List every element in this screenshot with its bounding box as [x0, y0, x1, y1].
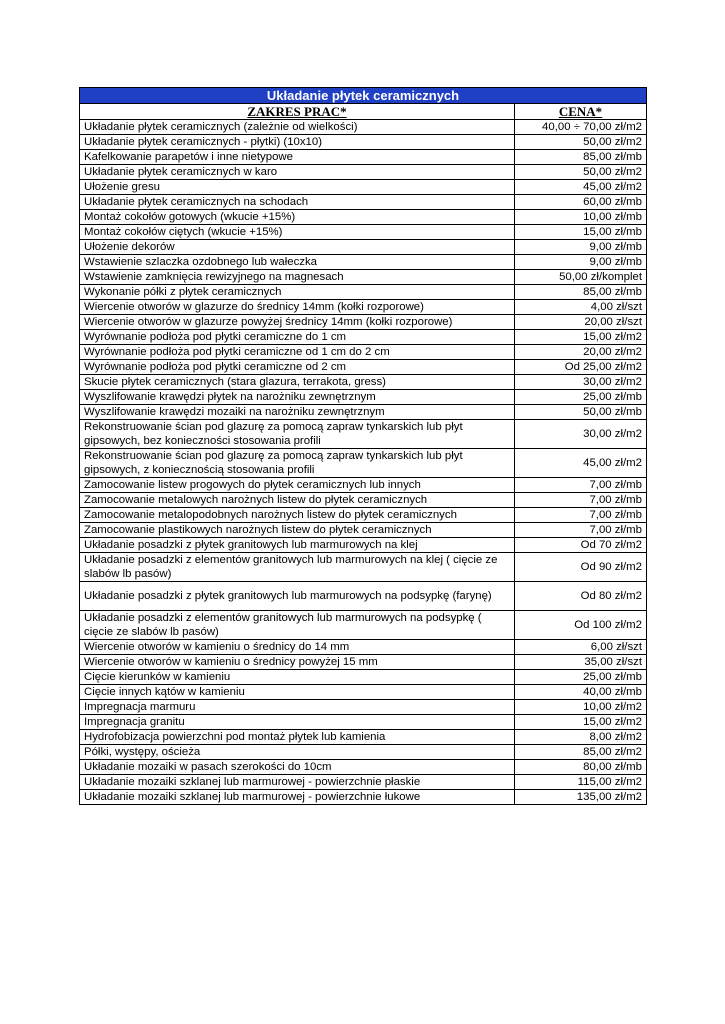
table-row: [80, 493, 647, 508]
service-cell: Zamocowanie metalowych narożnych listew do płytek ceramicznych: [80, 493, 515, 508]
price-cell: 40,00 zł/mb: [515, 685, 647, 700]
service-cell: Montaż cokołów ciętych (wkucie +15%): [80, 225, 515, 240]
service-cell: Zamocowanie listew progowych do płytek ceramicznych lub innych: [80, 478, 515, 493]
price-cell: 30,00 zł/m2: [515, 420, 647, 449]
service-cell: Układanie płytek ceramicznych - płytki) (10x10): [80, 135, 515, 150]
table-row: [80, 270, 647, 285]
price-cell: 85,00 zł/mb: [515, 150, 647, 165]
service-cell: Zamocowanie metalopodobnych narożnych listew do płytek ceramicznych: [80, 508, 515, 523]
service-cell: Wyrównanie podłoża pod płytki ceramiczne do 1 cm: [80, 330, 515, 345]
price-cell: 50,00 zł/m2: [515, 165, 647, 180]
service-cell: Ułożenie dekorów: [80, 240, 515, 255]
table-row: [80, 700, 647, 715]
price-cell: 50,00 zł/m2: [515, 135, 647, 150]
service-cell: Hydrofobizacja powierzchni pod montaż płytek lub kamienia: [80, 730, 515, 745]
service-cell: Układanie płytek ceramicznych (zależnie od wielkości): [80, 120, 515, 135]
table-row: [80, 655, 647, 670]
table-row: [80, 315, 647, 330]
table-row: [80, 285, 647, 300]
table-row: [80, 255, 647, 270]
table-row: [80, 345, 647, 360]
service-cell: Półki, występy, ościeża: [80, 745, 515, 760]
service-cell: Wykonanie półki z płytek ceramicznych: [80, 285, 515, 300]
service-cell: Rekonstruowanie ścian pod glazurę za pomocą zapraw tynkarskich lub płyt gipsowych, bez konieczności stosowania profili: [80, 420, 515, 449]
price-cell: 80,00 zł/mb: [515, 760, 647, 775]
table-row: [80, 582, 647, 611]
price-cell: Od 25,00 zł/m2: [515, 360, 647, 375]
table-row: [80, 135, 647, 150]
price-cell: 15,00 zł/m2: [515, 330, 647, 345]
service-cell: Układanie mozaiki w pasach szerokości do 10cm: [80, 760, 515, 775]
price-cell: Od 70 zł/m2: [515, 538, 647, 553]
price-cell: 10,00 zł/mb: [515, 210, 647, 225]
price-cell: 7,00 zł/mb: [515, 523, 647, 538]
table-row: [80, 375, 647, 390]
service-cell: Wyszlifowanie krawędzi płytek na narożniku zewnętrznym: [80, 390, 515, 405]
service-cell: Wyrównanie podłoża pod płytki ceramiczne od 2 cm: [80, 360, 515, 375]
service-cell: Wyrównanie podłoża pod płytki ceramiczne od 1 cm do 2 cm: [80, 345, 515, 360]
table-row: [80, 611, 647, 640]
table-row: [80, 523, 647, 538]
price-cell: 85,00 zł/mb: [515, 285, 647, 300]
table-row: [80, 760, 647, 775]
price-cell: 45,00 zł/m2: [515, 449, 647, 478]
price-cell: 7,00 zł/mb: [515, 478, 647, 493]
price-cell: 50,00 zł/komplet: [515, 270, 647, 285]
service-cell: Wiercenie otworów w kamieniu o średnicy powyżej 15 mm: [80, 655, 515, 670]
table-row: [80, 478, 647, 493]
table-row: [80, 405, 647, 420]
price-cell: 50,00 zł/mb: [515, 405, 647, 420]
table-row: [80, 449, 647, 478]
table-row: [80, 300, 647, 315]
table-row: [80, 180, 647, 195]
price-cell: 6,00 zł/szt: [515, 640, 647, 655]
table-title-row: [80, 88, 647, 104]
price-cell: Od 90 zł/m2: [515, 553, 647, 582]
price-cell: 4,00 zł/szt: [515, 300, 647, 315]
price-cell: 10,00 zł/m2: [515, 700, 647, 715]
service-cell: Wstawienie zamknięcia rewizyjnego na magnesach: [80, 270, 515, 285]
table-row: [80, 420, 647, 449]
price-cell: 60,00 zł/mb: [515, 195, 647, 210]
column-header-price: CENA*: [515, 104, 647, 120]
service-cell: Układanie płytek ceramicznych w karo: [80, 165, 515, 180]
table-row: [80, 685, 647, 700]
price-cell: 20,00 zł/szt: [515, 315, 647, 330]
column-header-row: [80, 104, 647, 120]
service-cell: Wiercenie otworów w glazurze powyżej średnicy 14mm (kołki rozporowe): [80, 315, 515, 330]
service-cell: Układanie płytek ceramicznych na schodach: [80, 195, 515, 210]
table-row: [80, 360, 647, 375]
service-cell: Rekonstruowanie ścian pod glazurę za pomocą zapraw tynkarskich lub płyt gipsowych, z koniecznością stosowania profili: [80, 449, 515, 478]
service-cell: Układanie posadzki z elementów granitowych lub marmurowych na klej ( cięcie ze slabów lb pasów): [80, 553, 515, 582]
table-row: [80, 240, 647, 255]
service-cell: Układanie posadzki z płytek granitowych lub marmurowych na podsypkę (farynę): [80, 582, 515, 611]
service-cell: Impregnacja granitu: [80, 715, 515, 730]
price-cell: 8,00 zł/m2: [515, 730, 647, 745]
service-cell: Cięcie innych kątów w kamieniu: [80, 685, 515, 700]
table-row: [80, 225, 647, 240]
service-cell: Układanie mozaiki szklanej lub marmurowej - powierzchnie łukowe: [80, 790, 515, 805]
price-cell: 7,00 zł/mb: [515, 493, 647, 508]
table-row: [80, 640, 647, 655]
service-cell: Kafelkowanie parapetów i inne nietypowe: [80, 150, 515, 165]
column-header-scope: ZAKRES PRAC*: [80, 104, 515, 120]
table-row: [80, 730, 647, 745]
service-cell: Układanie mozaiki szklanej lub marmurowej - powierzchnie płaskie: [80, 775, 515, 790]
price-cell: 9,00 zł/mb: [515, 240, 647, 255]
price-cell: 135,00 zł/m2: [515, 790, 647, 805]
service-cell: Cięcie kierunków w kamieniu: [80, 670, 515, 685]
table-title: Układanie płytek ceramicznych: [80, 88, 647, 104]
service-cell: Ułożenie gresu: [80, 180, 515, 195]
price-cell: 30,00 zł/m2: [515, 375, 647, 390]
table-row: [80, 150, 647, 165]
table-row: [80, 195, 647, 210]
service-cell: Wiercenie otworów w glazurze do średnicy 14mm (kołki rozporowe): [80, 300, 515, 315]
table-row: [80, 775, 647, 790]
table-row: [80, 670, 647, 685]
service-cell: Układanie posadzki z elementów granitowych lub marmurowych na podsypkę ( cięcie ze slabów lb pasów): [80, 611, 515, 640]
table-row: [80, 210, 647, 225]
table-row: [80, 508, 647, 523]
price-cell: 9,00 zł/mb: [515, 255, 647, 270]
price-cell: 25,00 zł/mb: [515, 390, 647, 405]
table-row: [80, 330, 647, 345]
table-row: [80, 390, 647, 405]
table-row: [80, 553, 647, 582]
price-cell: 45,00 zł/m2: [515, 180, 647, 195]
price-cell: 15,00 zł/m2: [515, 715, 647, 730]
service-cell: Zamocowanie plastikowych narożnych listew do płytek ceramicznych: [80, 523, 515, 538]
price-cell: 35,00 zł/szt: [515, 655, 647, 670]
price-cell: 85,00 zł/m2: [515, 745, 647, 760]
service-cell: Układanie posadzki z płytek granitowych lub marmurowych na klej: [80, 538, 515, 553]
price-cell: Od 100 zł/m2: [515, 611, 647, 640]
service-cell: Wyszlifowanie krawędzi mozaiki na narożniku zewnętrznym: [80, 405, 515, 420]
price-cell: 7,00 zł/mb: [515, 508, 647, 523]
price-cell: Od 80 zł/m2: [515, 582, 647, 611]
table-row: [80, 538, 647, 553]
service-cell: Montaż cokołów gotowych (wkucie +15%): [80, 210, 515, 225]
service-cell: Skucie płytek ceramicznych (stara glazura, terrakota, gress): [80, 375, 515, 390]
price-cell: 20,00 zł/m2: [515, 345, 647, 360]
price-cell: 115,00 zł/m2: [515, 775, 647, 790]
table-row: [80, 745, 647, 760]
table-row: [80, 790, 647, 805]
price-cell: 15,00 zł/mb: [515, 225, 647, 240]
table-row: [80, 120, 647, 135]
price-table: [79, 87, 647, 805]
service-cell: Wstawienie szlaczka ozdobnego lub wałeczka: [80, 255, 515, 270]
price-cell: 25,00 zł/mb: [515, 670, 647, 685]
service-cell: Impregnacja marmuru: [80, 700, 515, 715]
table-row: [80, 715, 647, 730]
service-cell: Wiercenie otworów w kamieniu o średnicy do 14 mm: [80, 640, 515, 655]
price-cell: 40,00 ÷ 70,00 zł/m2: [515, 120, 647, 135]
table-row: [80, 165, 647, 180]
